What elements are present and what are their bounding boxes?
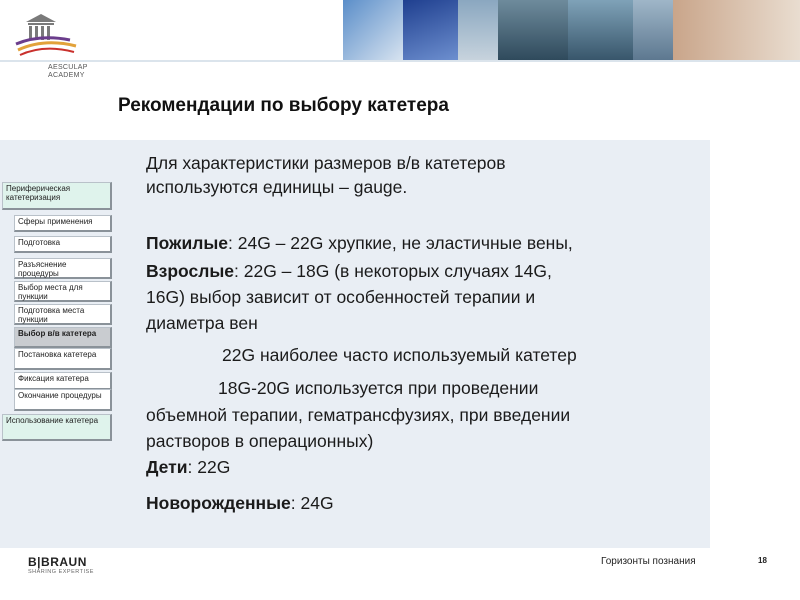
children-text: : 22G [187, 457, 231, 477]
header-divider [0, 60, 800, 62]
nav-item-catheter-insertion[interactable]: Постановка катетера [14, 348, 112, 370]
intro-line-1: Для характеристики размеров в/в катетеров [146, 153, 506, 173]
logo-text-line2: ACADEMY [48, 72, 85, 79]
children-line [146, 456, 230, 478]
newborns-line [146, 492, 334, 514]
photo-operating-room [633, 0, 673, 60]
slide-title: Рекомендации по выбору катетера [118, 95, 449, 116]
adults-line-3: диаметра вен [146, 313, 258, 333]
photo-eu-flag [403, 0, 458, 60]
photo-woman-face [673, 0, 800, 60]
elderly-label: Пожилые [146, 233, 228, 253]
bbraun-tagline: SHARING EXPERTISE [28, 569, 94, 575]
nav-item-catheter-fixation[interactable]: Фиксация катетера [14, 372, 112, 390]
footer-title: Горизонты познания [601, 556, 696, 567]
nav-item-procedure-explanation[interactable]: Разъяснение процедуры [14, 258, 112, 279]
elderly-line [146, 232, 573, 254]
nav-item-puncture-site-choice[interactable]: Выбор места для пункции [14, 281, 112, 302]
nav-item-preparation[interactable]: Подготовка [14, 236, 112, 253]
page-number: 18 [758, 556, 767, 565]
note-22g: 22G наиболее часто используемый катетер [222, 345, 577, 365]
intro-line-2: используются единицы – gauge. [146, 177, 408, 197]
logo-text [48, 64, 88, 80]
adults-text: : 22G – 18G (в некоторых случаях 14G, [234, 261, 552, 281]
newborns-label: Новорожденные [146, 493, 291, 513]
photo-sky [458, 0, 498, 60]
nav-item-puncture-site-preparation[interactable]: Подготовка места пункции [14, 304, 112, 325]
note-18g-line-3: растворов в операционных) [146, 431, 374, 451]
adults-label: Взрослые [146, 261, 235, 281]
academy-building-icon [10, 10, 90, 66]
note-18g-line-1: 18G-20G используется при проведении [218, 378, 539, 398]
nav-item-peripheral-catheterization[interactable]: Периферическая катетеризация [2, 182, 112, 210]
adults-line [146, 260, 552, 282]
newborns-text: : 24G [290, 493, 334, 513]
logo-text-line1: AESCULAP [48, 64, 88, 71]
aesculap-academy-logo [10, 10, 110, 82]
content-panel [0, 140, 710, 548]
adults-line-2: 16G) выбор зависит от особенностей терапии и [146, 287, 536, 307]
photo-flags [343, 0, 403, 60]
photo-surgeons [498, 0, 568, 60]
nav-item-application-areas[interactable]: Сферы применения [14, 215, 112, 232]
header-photo-strip [343, 0, 800, 60]
bbraun-logo: B|BRAUN [28, 555, 87, 569]
elderly-text: : 24G – 22G хрупкие, не эластичные вены, [228, 233, 573, 253]
nav-item-catheter-use[interactable]: Использование катетера [2, 414, 112, 441]
nav-item-procedure-end[interactable]: Окончание процедуры [14, 389, 112, 411]
photo-surgeon-mask [568, 0, 633, 60]
children-label: Дети [146, 457, 188, 477]
nav-item-catheter-choice[interactable]: Выбор в/в катетера [14, 327, 112, 348]
note-18g-line-2: объемной терапии, гематрансфузиях, при введении [146, 405, 571, 425]
